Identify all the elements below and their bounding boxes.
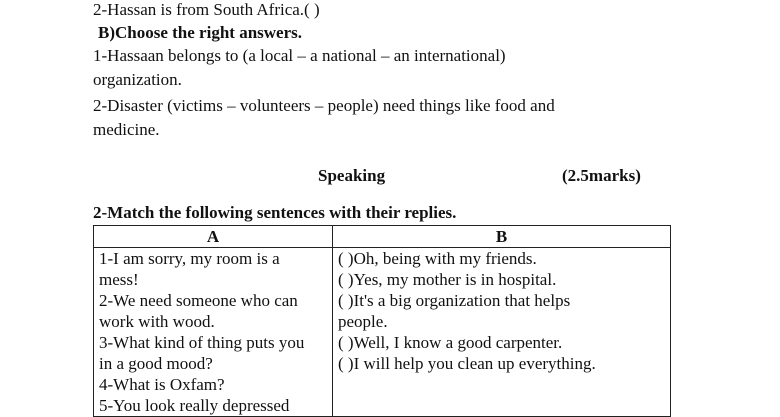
column-a-line: 1-I am sorry, my room is a [99, 249, 280, 268]
column-b-line: people. [338, 312, 388, 331]
speaking-marks: (2.5marks) [562, 166, 641, 185]
match-table [93, 225, 671, 417]
section-b-heading: B)Choose the right answers. [98, 23, 302, 42]
column-b-cell [333, 248, 671, 417]
column-b-line: ( )It's a big organization that helps [338, 291, 571, 310]
question-1-line-2: organization. [93, 70, 182, 89]
column-a-line: 3-What kind of thing puts you [99, 333, 305, 352]
question-2-line-2: medicine. [93, 120, 160, 139]
column-a-line: mess! [99, 270, 139, 289]
column-a-line: in a good mood? [99, 354, 213, 373]
column-b-header: B [333, 226, 671, 248]
question-hassan-south-africa: 2-Hassan is from South Africa.( ) [93, 0, 320, 19]
column-a-line: 2-We need someone who can [99, 291, 298, 310]
column-a-line: 5-You look really depressed [99, 396, 290, 415]
speaking-title: Speaking [318, 166, 386, 185]
column-b-line: ( )Well, I know a good carpenter. [338, 333, 563, 352]
column-a-header: A [94, 226, 333, 248]
column-b-line: ( )Yes, my mother is in hospital. [338, 270, 557, 289]
column-b-line: ( )Oh, being with my friends. [338, 249, 537, 268]
question-2-line-1: 2-Disaster (victims – volunteers – people) need things like food and [93, 96, 555, 115]
question-1-line-1: 1-Hassaan belongs to (a local – a national – an international) [93, 46, 506, 65]
column-a-cell [94, 248, 333, 417]
match-instruction: 2-Match the following sentences with their replies. [93, 203, 457, 222]
column-b-line: ( )I will help you clean up everything. [338, 354, 596, 373]
column-a-line: work with wood. [99, 312, 215, 331]
column-a-line: 4-What is Oxfam? [99, 375, 225, 394]
